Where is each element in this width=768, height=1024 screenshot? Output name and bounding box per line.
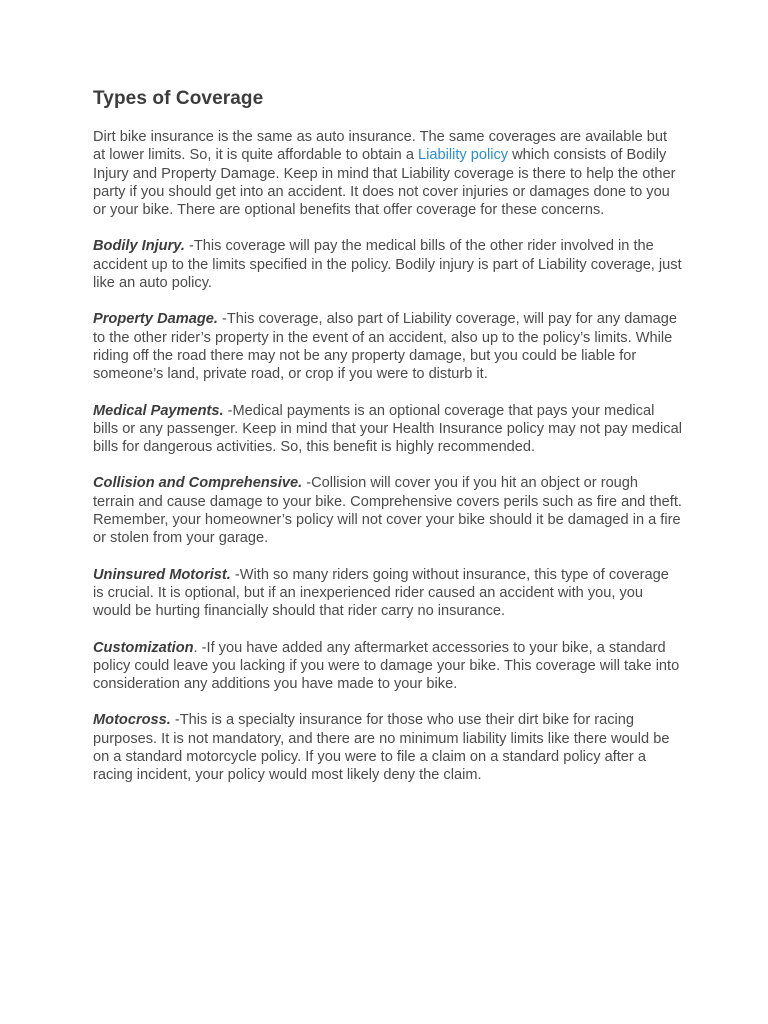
section-text: -This is a specialty insurance for those who use their dirt bike for racing purposes. It is not mandatory, and there are no minimum liability limits like there would be on a standard motorcycle policy. If you were to file a claim on a standard policy after a racing incident, your policy would most likely deny the claim. [93, 712, 670, 784]
section-term: Bodily Injury. [93, 238, 185, 255]
intro-text-before-link: Dirt bike insurance is the same as auto insurance. The same coverages are available but at lower limits. So, it is quite affordable to obtain a [93, 129, 668, 164]
document-page [93, 88, 683, 803]
liability-policy-link[interactable]: Liability policy [418, 147, 509, 164]
section-text: . -If you have added any aftermarket accessories to your bike, a standard policy could leave you lacking if you were to damage your bike. This coverage will take into consideration any additions you have made to your bike. [93, 639, 680, 693]
section-term: Collision and Comprehensive. [93, 475, 303, 492]
section-property-damage [93, 310, 683, 383]
section-text: -Collision will cover you if you hit an object or rough terrain and cause damage to your bike. Comprehensive covers perils such as fire and theft. Remember, your homeowner’s policy will not cover your bike should it be damaged in a fire or stolen from your garage. [93, 475, 682, 547]
section-term: Property Damage. [93, 311, 218, 328]
section-term: Uninsured Motorist. [93, 566, 231, 583]
section-bodily-injury [93, 237, 683, 292]
section-term: Customization [93, 639, 194, 656]
section-term: Medical Payments. [93, 402, 224, 419]
section-text: -This coverage will pay the medical bills of the other rider involved in the accident up to the limits specified in the policy. Bodily injury is part of Liability coverage, just like an auto policy. [93, 238, 682, 292]
intro-paragraph [93, 128, 683, 219]
intro-text-after-link: which consists of Bodily Injury and Property Damage. Keep in mind that Liability coverage is there to help the other party if you should get into an accident. It does not cover injuries or damages done to you or your bike. There are optional benefits that offer coverage for these concerns. [93, 147, 676, 219]
section-collision-comprehensive [93, 474, 683, 547]
section-text: -With so many riders going without insurance, this type of coverage is crucial. It is optional, but if an inexperienced rider caused an accident with you, you would be hurting financially should that rider carry no insurance. [93, 566, 669, 620]
section-motocross [93, 711, 683, 784]
section-medical-payments [93, 402, 683, 457]
section-term: Motocross. [93, 712, 171, 729]
section-uninsured-motorist [93, 566, 683, 621]
section-customization [93, 639, 683, 694]
page-title: Types of Coverage [93, 88, 264, 109]
section-text: -This coverage, also part of Liability coverage, will pay for any damage to the other rider’s property in the event of an accident, also up to the policy’s limits. While riding off the road there may not be any property damage, but you could be liable for someone’s land, private road, or crop if you were to disturb it. [93, 311, 678, 383]
section-text: -Medical payments is an optional coverage that pays your medical bills or any passenger. Keep in mind that your Health Insurance policy may not pay medical bills for dangerous activities. So, this benefit is highly recommended. [93, 402, 682, 456]
